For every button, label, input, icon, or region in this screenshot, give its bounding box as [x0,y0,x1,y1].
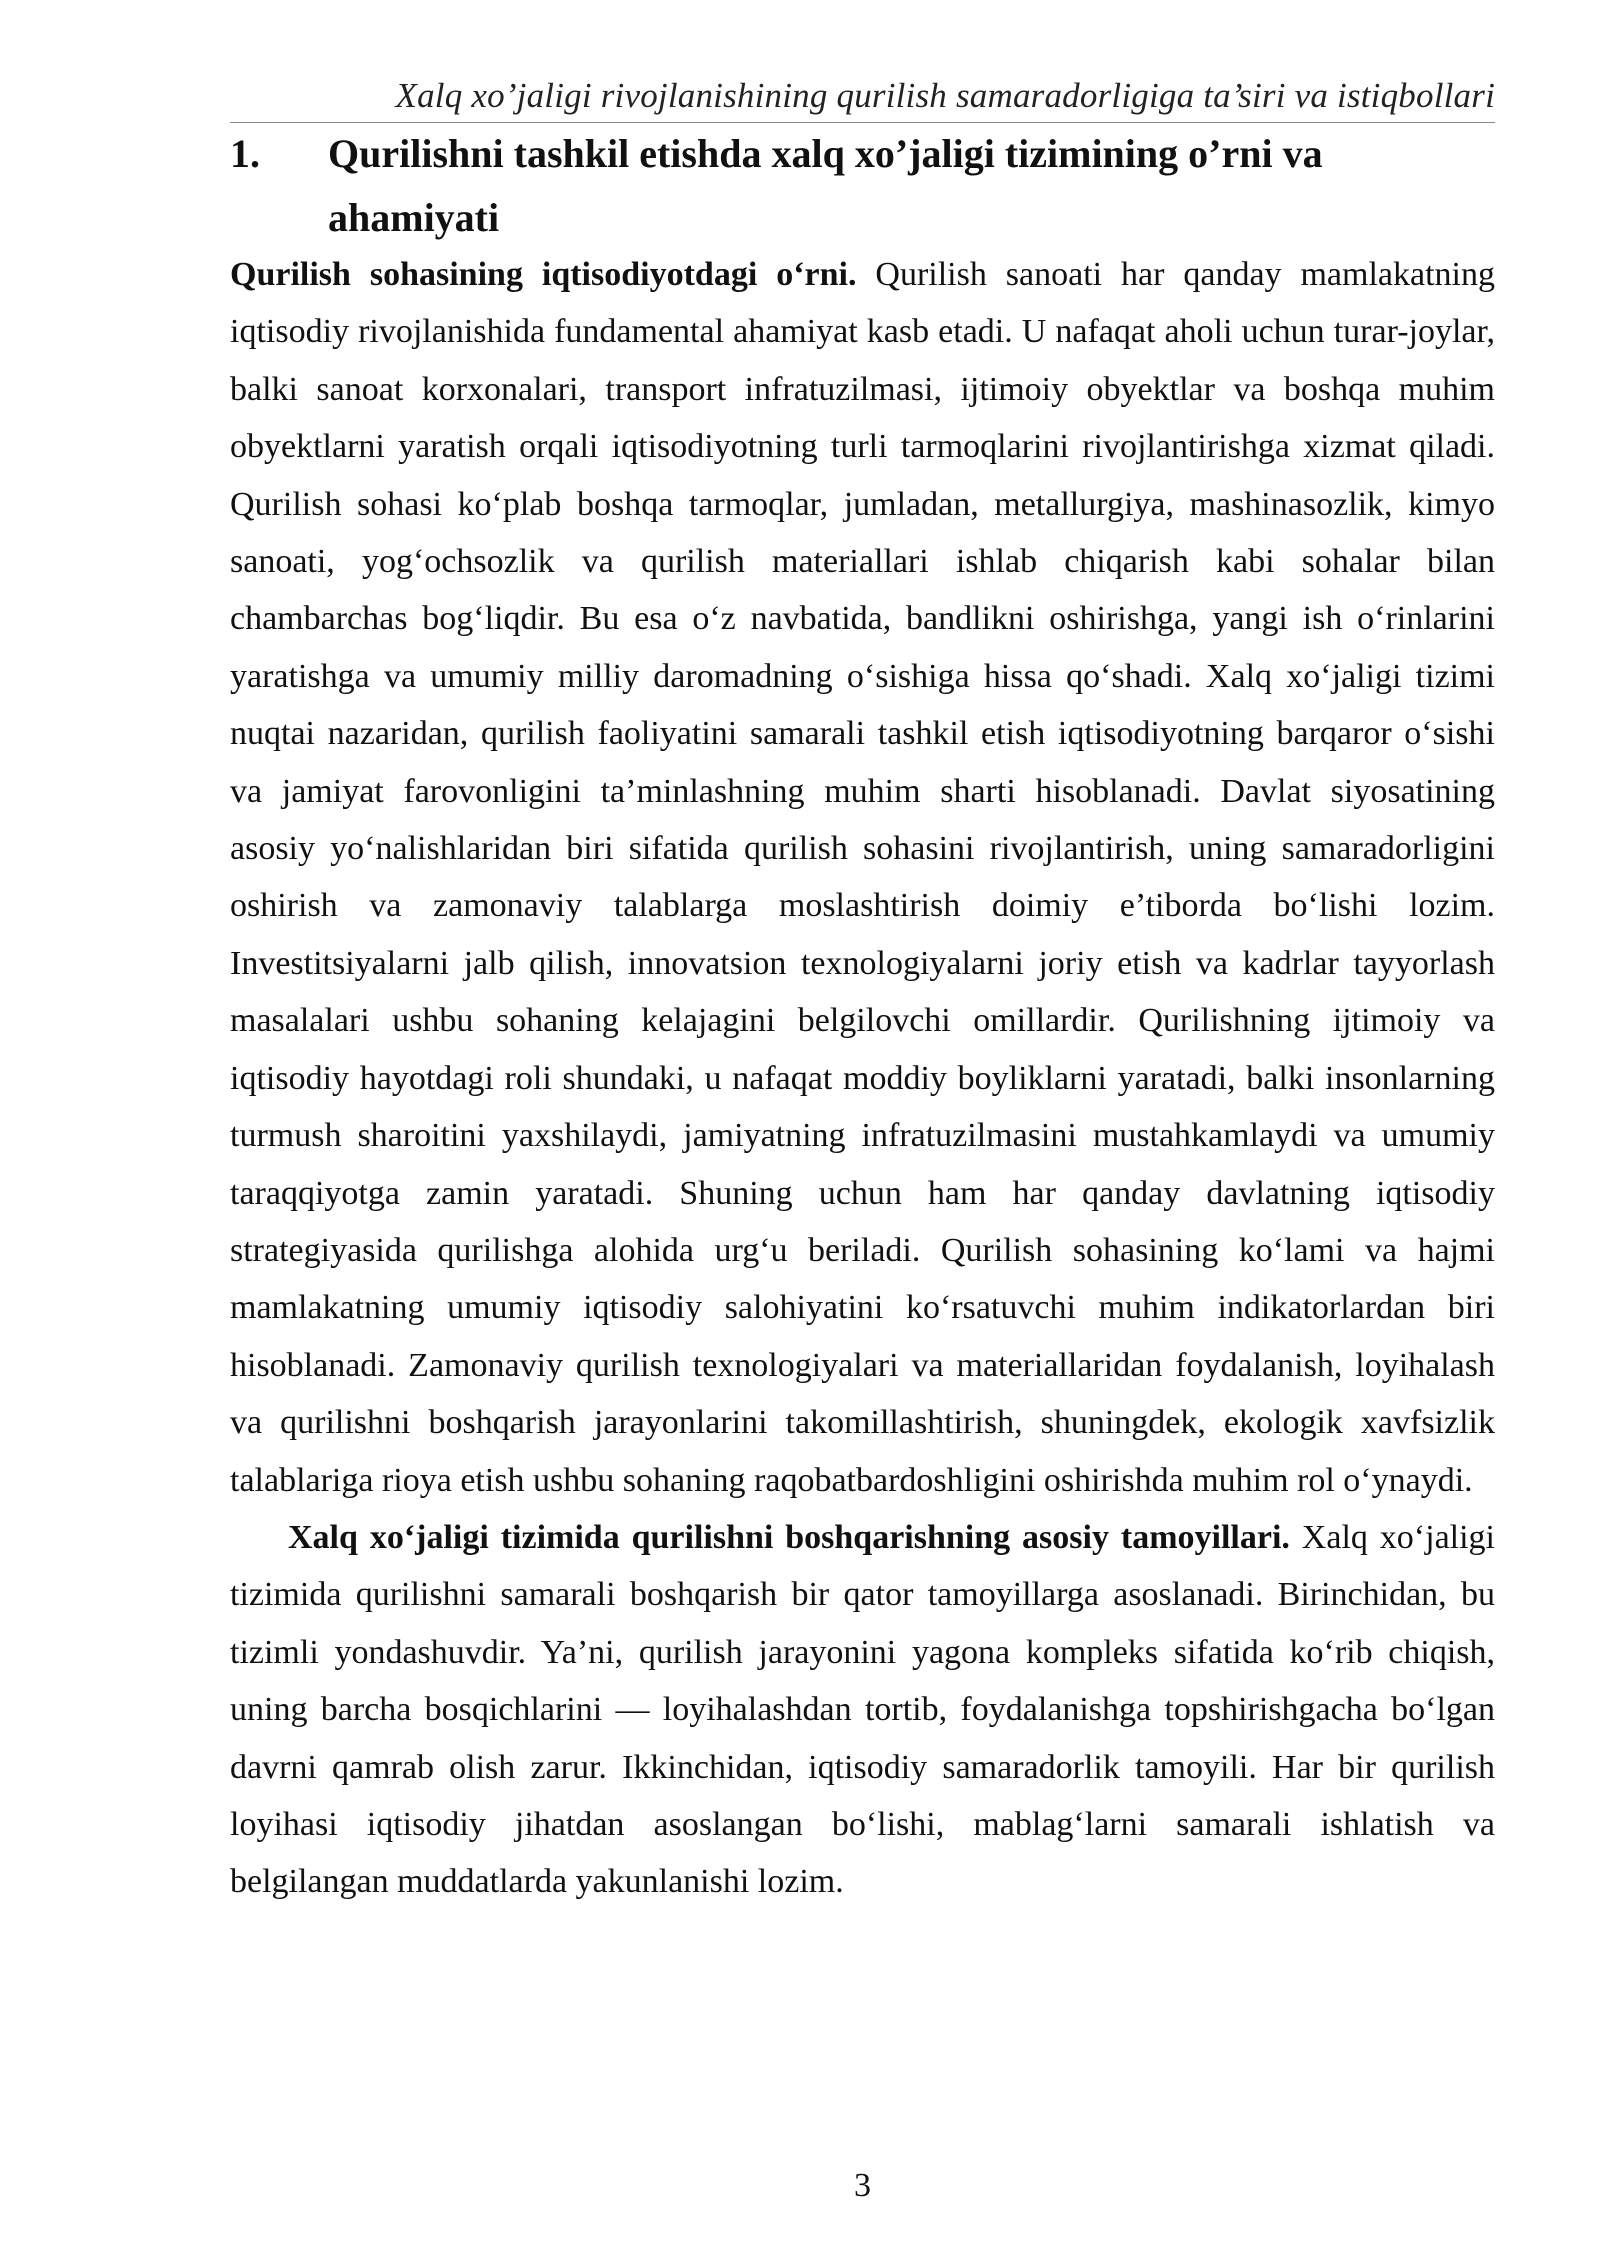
section-number: 1. [230,131,260,176]
page-number: 3 [854,2167,871,2204]
section-title: Qurilishni tashkil etishda xalq xo’jaligi tizimining o’rni va ahamiyati [328,131,1323,240]
paragraph [230,246,1495,1509]
paragraph-run-in-heading: Xalq xo‘jaligi tizimida qurilishni boshqarishning asosiy tamoyillari. [288,1518,1290,1556]
section-heading [230,122,1495,250]
body-text [230,246,1495,1911]
document-page [230,0,1495,2262]
paragraph-text: Qurilish sanoati har qanday mamlakatning iqtisodiy rivojlanishida fundamental ahamiyat kasb etadi. U nafaqat aholi uchun turar-joylar, balki sanoat korxonalari, transport infratuzilmasi, ijtimoiy obyektlar va boshqa muhim obyektlarni yaratish orqali iqtisodiyotning turli tarmoqlarini rivojlantirishga xizmat qiladi. Qurilish sohasi ko‘plab boshqa tarmoqlar, jumladan, metallurgiya, mashinasozlik, kimyo sanoati, yog‘ochsozlik va qurilish materiallari ishlab chiqarish kabi sohalar bilan chambarchas bog‘liqdir. Bu esa o‘z navbatida, bandlikni oshirishga, yangi ish o‘rinlarini yaratishga va umumiy milliy daromadning o‘sishiga hissa qo‘shadi. Xalq xo‘jaligi tizimi nuqtai nazaridan, qurilish faoliyatini samarali tashkil etish iqtisodiyotning barqaror o‘sishi va jamiyat farovonligini ta’minlashning muhim sharti hisoblanadi. Davlat siyosatining asosiy yo‘nalishlaridan biri sifatida qurilish sohasini rivojlantirish, uning samaradorligini oshirish va zamonaviy talablarga moslashtirish doimiy e’tiborda bo‘lishi lozim. Investitsiyalarni jalb qilish, innovatsion texnologiyalarni joriy etish va kadrlar tayyorlash masalalari ushbu sohaning kelajagini belgilovchi omillardir. Qurilishning ijtimoiy va iqtisodiy hayotdagi roli shundaki, u nafaqat moddiy boyliklarni yaratadi, balki insonlarning turmush sharoitini yaxshilaydi, jamiyatning infratuzilmasini mustahkamlaydi va umumiy taraqqiyotga zamin yaratadi. Shuning uchun ham har qanday davlatning iqtisodiy strategiyasida qurilishga alohida urg‘u beriladi. Qurilish sohasining ko‘lami va hajmi mamlakatning umumiy iqtisodiy salohiyatini ko‘rsatuvchi muhim indikatorlardan biri hisoblanadi. Zamonaviy qurilish texnologiyalari va materiallaridan foydalanish, loyihalash va qurilishni boshqarish jarayonlarini takomillashtirish, shuningdek, ekologik xavfsizlik talablariga rioya etish ushbu sohaning raqobatbardoshligini oshirishda muhim rol o‘ynaydi. [230,256,1495,1499]
paragraph-run-in-heading: Qurilish sohasining iqtisodiyotdagi o‘rni. [230,256,857,293]
paragraph-text: Xalq xo‘jaligi tizimida qurilishni samarali boshqarish bir qator tamoyillarga asoslanadi. Birinchidan, bu tizimli yondashuvdir. Ya’ni, qurilish jarayonini yagona kompleks sifatida ko‘rib chiqish, uning barcha bosqichlarini — loyihalashdan tortib, foydalanishga topshirishgacha bo‘lgan davrni qamrab olish zarur. Ikkinchidan, iqtisodiy samaradorlik tamoyili. Har bir qurilish loyihasi iqtisodiy jihatdan asoslangan bo‘lishi, mablag‘larni samarali ishlatish va belgilangan muddatlarda yakunlanishi lozim. [230,1518,1495,1901]
running-header: Xalq xo’jaligi rivojlanishining qurilish samaradorligiga ta’siri va istiqbollari [395,76,1495,115]
paragraph [230,1509,1495,1911]
